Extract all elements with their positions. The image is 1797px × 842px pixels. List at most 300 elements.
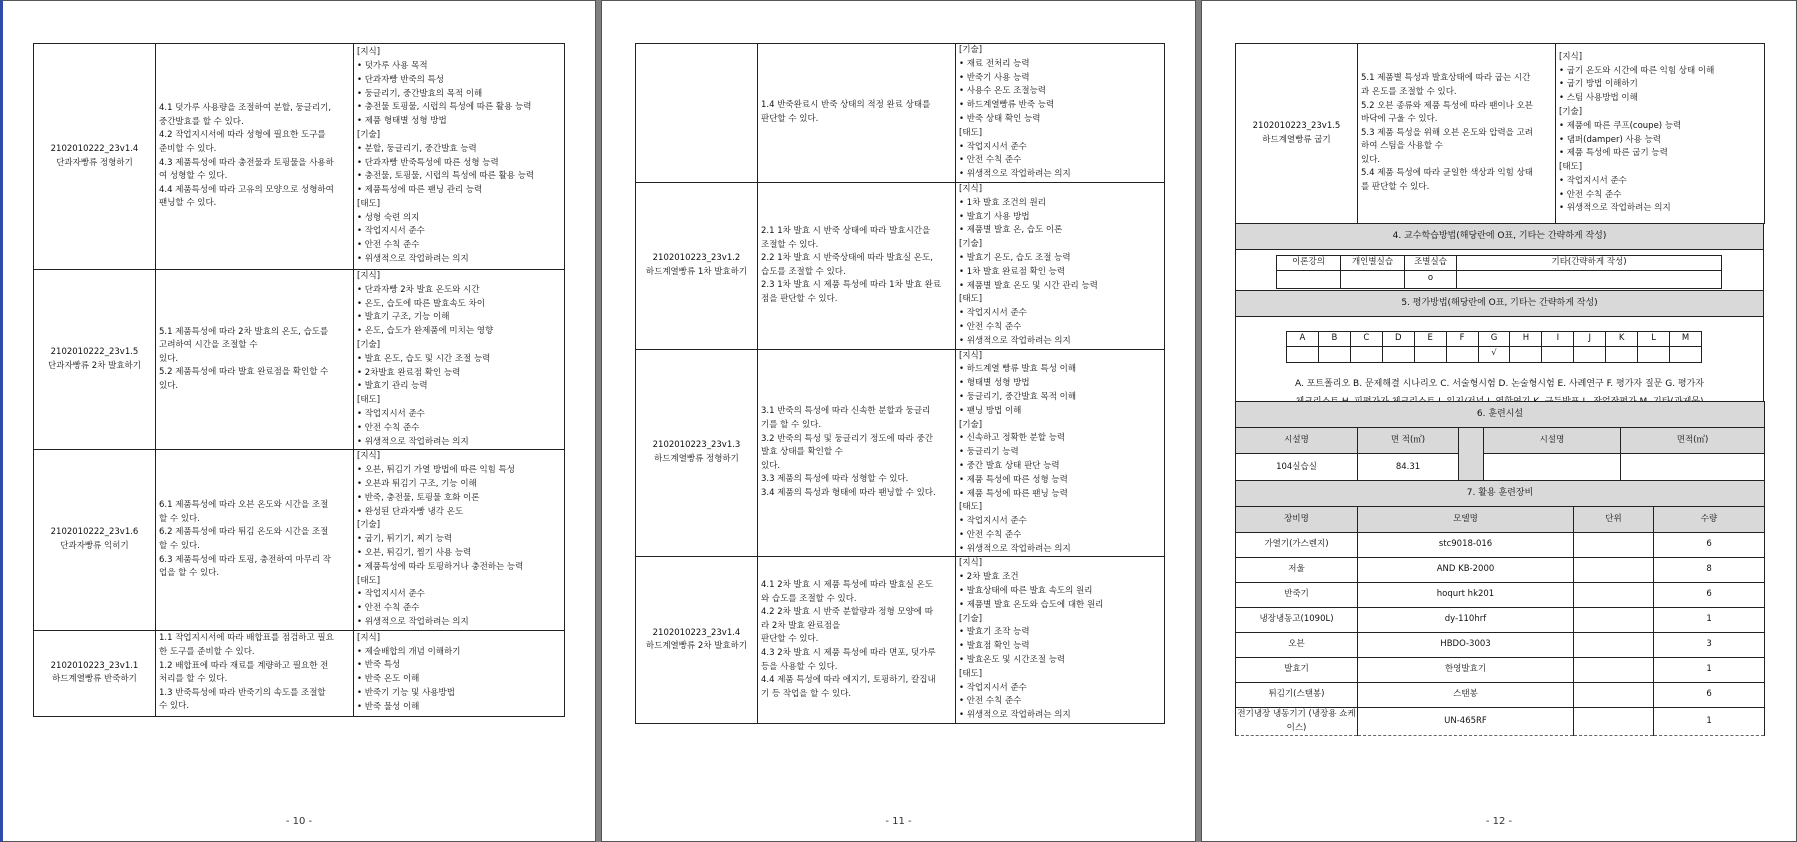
knowledge-line: • 안전 수칙 준수: [357, 422, 420, 433]
competency-row: [34, 450, 565, 630]
knowledge-line: • 작업지시서 준수: [357, 589, 425, 600]
evaluation-header: L: [1638, 332, 1670, 347]
knowledge-line: [기술]: [357, 520, 381, 531]
equipment-row: [1236, 633, 1765, 658]
knowledge-line: • 반죽, 충전물, 토핑물 호화 이론: [357, 492, 480, 503]
knowledge-line: • 발효기 구조, 기능 이해: [357, 312, 450, 323]
unit-text: 단과자빵류 정형하기: [56, 157, 133, 168]
facility-header: 면 적(㎡): [1358, 428, 1459, 454]
equipment-quantity: 1: [1654, 658, 1765, 683]
equipment-quantity: 1: [1654, 608, 1765, 633]
knowledge-line: • 안전 수칙 준수: [1559, 189, 1622, 200]
competency-row: [34, 630, 565, 716]
competency-row: [636, 557, 1165, 724]
teaching-header: 이론강의: [1277, 256, 1341, 271]
page-number: - 12 -: [1485, 816, 1513, 827]
knowledge-line: [지식]: [959, 558, 983, 569]
criteria-line: 있다.: [159, 381, 179, 392]
equipment-header: 수량: [1654, 507, 1765, 533]
criteria-line: 와 습도를 조절할 수 있다.: [761, 593, 857, 604]
knowledge-line: • 작업지시서 준수: [959, 682, 1027, 693]
facility-header: 시설명: [1484, 428, 1621, 454]
knowledge-line: • 하드계열빵류 반죽 능력: [959, 100, 1055, 111]
knowledge-line: • 제품 특성에 따른 성형 능력: [959, 474, 1068, 485]
facility-area: [1621, 454, 1765, 482]
equipment-header: 단위: [1574, 507, 1654, 533]
knowledge-line: • 발효기 관리 능력: [357, 381, 428, 392]
evaluation-value: [1318, 346, 1350, 362]
equipment-row: [1236, 583, 1765, 608]
knowledge-line: • 제품 특성에 따른 팬닝 능력: [959, 488, 1068, 499]
criteria-cell: [758, 44, 956, 183]
criteria-line: 3.4 제품의 특성과 형태에 따라 팬닝할 수 있다.: [761, 487, 936, 498]
knowledge-line: • 발효 온도, 습도 및 시간 조절 능력: [357, 353, 491, 364]
knowledge-line: • 작업지시서 준수: [357, 226, 425, 237]
knowledge-line: [태도]: [1559, 162, 1583, 173]
equipment-row: [1236, 608, 1765, 633]
facility-header: 면적(㎡): [1621, 428, 1765, 454]
criteria-line: 6.3 제품특성에 따라 토핑, 충전하여 마무리 작: [159, 554, 332, 565]
evaluation-header: J: [1574, 332, 1606, 347]
knowledge-line: • 제품 특성에 따른 굽기 능력: [1559, 148, 1668, 159]
knowledge-line: [태도]: [357, 198, 381, 209]
teaching-header: 개인별실습: [1341, 256, 1405, 271]
evaluation-value: [1574, 346, 1606, 362]
knowledge-line: • 2차 발효 조건: [959, 572, 1019, 583]
knowledge-line: [태도]: [357, 575, 381, 586]
criteria-line: 한 도구를 준비할 수 있다.: [159, 647, 255, 658]
knowledge-cell: [956, 557, 1165, 724]
knowledge-line: • 안전 수칙 준수: [959, 696, 1022, 707]
criteria-line: 고려하여 시간을 조절할 수: [159, 340, 258, 351]
knowledge-line: [기술]: [959, 45, 983, 55]
knowledge-line: • 팬닝 방법 이해: [959, 405, 1022, 416]
knowledge-line: • 분할, 둥글리기, 중간발효 능력: [357, 143, 477, 154]
evaluation-header: A: [1287, 332, 1319, 347]
criteria-line: 를 판단할 수 있다.: [1361, 182, 1430, 193]
knowledge-line: [지식]: [959, 183, 983, 194]
knowledge-cell: [1556, 44, 1765, 224]
equipment-row: [1236, 658, 1765, 683]
criteria-cell: [156, 44, 354, 270]
knowledge-line: • 위생적으로 작업하려는 의지: [959, 169, 1071, 180]
equipment-quantity: 6: [1654, 533, 1765, 558]
criteria-line: 4.2 작업지시서에 따라 성형에 필요한 도구를: [159, 130, 326, 141]
knowledge-line: • 발효상태에 따른 발효 속도의 원리: [959, 586, 1093, 597]
knowledge-line: • 위생적으로 작업하려는 의지: [959, 335, 1071, 346]
unit-text: 하드계열빵류 2차 발효하기: [645, 641, 748, 652]
evaluation-header: H: [1510, 332, 1542, 347]
knowledge-line: [기술]: [357, 129, 381, 140]
knowledge-line: • 성형 숙련 의지: [357, 212, 420, 223]
page-number: - 10 -: [285, 816, 313, 827]
criteria-line: 있다.: [159, 353, 179, 364]
facility-area: 84.31: [1358, 454, 1459, 482]
equipment-unit: [1574, 558, 1654, 583]
competency-row: [34, 44, 565, 270]
knowledge-line: • 굽기, 튀기기, 찌기 능력: [357, 534, 453, 545]
knowledge-line: [기술]: [959, 419, 983, 430]
equipment-model: dy-110hrf: [1358, 608, 1574, 633]
knowledge-line: • 2차발효 완료점 확인 능력: [357, 367, 461, 378]
criteria-line: 라 2차 발효 완료점을: [761, 620, 841, 631]
equipment-header: 모델명: [1358, 507, 1574, 533]
facility-header: 시설명: [1236, 428, 1358, 454]
equipment-name: 전기냉장 냉동기기 (냉장용 쇼케이스): [1236, 708, 1358, 736]
knowledge-line: • 굽기 방법 이해하기: [1559, 79, 1638, 90]
criteria-line: 4.4 제품특성에 따라 고유의 모양으로 성형하여: [159, 184, 334, 195]
evaluation-value: [1446, 346, 1478, 362]
page-number: - 11 -: [885, 816, 912, 827]
knowledge-line: • 재료 전처리 능력: [959, 58, 1030, 69]
criteria-line: 3.1 반죽의 특성에 따라 신속한 분할과 둥글리: [761, 406, 931, 417]
knowledge-line: • 덧가루 사용 목적: [357, 60, 428, 71]
knowledge-line: • 제품 형태별 성형 방법: [357, 116, 447, 127]
page-11: [601, 0, 1196, 842]
knowledge-cell: [956, 44, 1165, 183]
criteria-line: 1.3 반죽특성에 따라 반죽기의 속도를 조절할: [159, 687, 326, 698]
criteria-line: 4.3 2차 발효 시 제품 특성에 따라 면포, 덧가루: [761, 648, 936, 659]
evaluation-value: [1510, 346, 1542, 362]
teaching-value: [1457, 270, 1722, 288]
unit-text: 하드계열빵류 굽기: [1262, 134, 1331, 145]
criteria-line: 중간발효를 할 수 있다.: [159, 116, 244, 127]
criteria-line: 4.3 제품특성에 따라 충전물과 토핑물을 사용하: [159, 157, 334, 168]
knowledge-line: • 제품특성에 따라 토핑하거나 충전하는 능력: [357, 561, 524, 572]
knowledge-line: • 제품에 따른 쿠프(coupe) 능력: [1559, 120, 1682, 131]
page-12: [1201, 0, 1797, 842]
knowledge-line: [태도]: [959, 668, 983, 679]
knowledge-line: • 오븐과 튀김기 구조, 기능 이해: [357, 478, 477, 489]
equipment-quantity: 1: [1654, 708, 1765, 736]
unit-text: 2102010222_23v1.6: [50, 527, 139, 538]
knowledge-line: • 둥글리기, 중간발효 목적 이해: [959, 391, 1077, 402]
knowledge-line: • 안전 수칙 준수: [959, 529, 1022, 540]
knowledge-line: • 둥글리기 능력: [959, 447, 1019, 458]
knowledge-line: • 작업지시서 준수: [1559, 175, 1627, 186]
equipment-unit: [1574, 533, 1654, 558]
criteria-line: 2.2 1차 발효 시 반죽상태에 따라 발효실 온도,: [761, 253, 933, 264]
criteria-cell: [758, 557, 956, 724]
knowledge-line: [태도]: [959, 502, 983, 513]
criteria-cell: [156, 450, 354, 630]
knowledge-line: [지식]: [357, 632, 381, 643]
knowledge-line: [지식]: [357, 451, 381, 462]
equipment-model: stc9018-016: [1358, 533, 1574, 558]
knowledge-cell: [956, 182, 1165, 349]
knowledge-line: • 위생적으로 작업하려는 의지: [1559, 203, 1671, 214]
unit-cell: [636, 44, 758, 183]
equipment-section: [1235, 480, 1765, 736]
criteria-line: 6.1 제품특성에 따라 오븐 온도와 시간을 조절: [159, 500, 329, 511]
equipment-row: [1236, 683, 1765, 708]
criteria-line: 있다.: [761, 460, 781, 471]
unit-text: 하드계열빵류 정형하기: [654, 454, 739, 464]
equipment-model: 한영발효기: [1358, 658, 1574, 683]
criteria-line: 6.2 제품특성에 따라 튀김 온도와 시간을 조절: [159, 527, 329, 538]
equipment-model: HBDO-3003: [1358, 633, 1574, 658]
knowledge-line: • 온도, 습도에 따른 발효속도 차이: [357, 298, 485, 309]
knowledge-line: [태도]: [959, 294, 983, 305]
knowledge-line: • 1차 발효 완료점 확인 능력: [959, 266, 1066, 277]
evaluation-value: [1350, 346, 1382, 362]
criteria-line: 습도를 조절할 수 있다.: [761, 266, 846, 277]
knowledge-line: • 위생적으로 작업하려는 의지: [959, 543, 1071, 554]
unit-text: 하드계열빵류 반죽하기: [52, 674, 137, 685]
knowledge-line: • 오븐, 튀김기 가열 방법에 따른 익힘 특성: [357, 465, 516, 476]
knowledge-line: • 안전 수칙 준수: [959, 155, 1022, 166]
knowledge-line: • 안전 수칙 준수: [357, 603, 420, 614]
page-10: [0, 0, 596, 842]
equipment-unit: [1574, 583, 1654, 608]
knowledge-line: [지식]: [357, 47, 381, 58]
knowledge-line: [기술]: [959, 613, 983, 624]
criteria-line: 등을 사용할 수 있다.: [761, 661, 838, 672]
evaluation-legend-line: A. 포트폴리오 B. 문제해결 시나리오 C. 서술형시험 D. 논술형시험 E. 사례연구 F. 평가자 질문 G. 평가자: [1294, 379, 1704, 389]
criteria-line: 4.1 덧가루 사용량을 조절하여 분할, 둥글리기,: [159, 103, 332, 114]
knowledge-line: • 반죽 온도 이해: [357, 674, 420, 685]
competency-row: [1236, 44, 1765, 224]
criteria-line: 점을 판단할 수 있다.: [761, 293, 838, 304]
criteria-line: 5.4 제품 특성에 따라 균일한 색상과 익힘 상태: [1361, 168, 1534, 179]
knowledge-line: • 위생적으로 작업하려는 의지: [357, 616, 469, 627]
teaching-header: 기타(간략하게 작성): [1457, 256, 1722, 271]
criteria-line: 2.1 1차 발효 시 반죽 상태에 따라 발효시간을: [761, 225, 931, 236]
equipment-quantity: 6: [1654, 683, 1765, 708]
knowledge-line: • 단과자빵 반죽특성에 따른 성형 능력: [357, 157, 499, 168]
knowledge-line: • 발효기 온도, 습도 조절 능력: [959, 252, 1071, 263]
knowledge-line: • 반죽 특성: [357, 660, 401, 671]
knowledge-line: • 중간 발효 상태 판단 능력: [959, 460, 1060, 471]
equipment-name: 저울: [1236, 558, 1358, 583]
unit-cell: [636, 349, 758, 557]
criteria-cell: [758, 182, 956, 349]
knowledge-line: • 작업지시서 준수: [959, 141, 1027, 152]
evaluation-header: C: [1350, 332, 1382, 347]
criteria-line: 1.2 배합표에 따라 재료를 계량하고 필요한 전: [159, 660, 329, 671]
knowledge-line: [지식]: [357, 271, 381, 281]
teaching-header: 조별실습: [1405, 256, 1457, 271]
knowledge-line: • 단과자빵 2차 발효 온도와 시간: [357, 284, 480, 295]
criteria-line: 4.4 제품 특성에 따라 에지기, 토핑하기, 칼집내: [761, 675, 936, 686]
knowledge-line: [기술]: [357, 339, 381, 350]
criteria-line: 준비할 수 있다.: [159, 143, 217, 154]
criteria-line: 5.3 제품 특성을 위해 오븐 온도와 압력을 고려: [1361, 127, 1534, 138]
criteria-line: 5.2 제품특성에 따라 발효 완료점을 확인할 수: [159, 367, 329, 378]
criteria-line: 수 있다.: [159, 701, 190, 712]
teaching-value: [1277, 270, 1341, 288]
evaluation-header: E: [1414, 332, 1446, 347]
unit-cell: [636, 557, 758, 724]
knowledge-line: • 1차 발효 조건의 원리: [959, 197, 1046, 208]
unit-text: 2102010222_23v1.4: [50, 143, 139, 154]
knowledge-line: • 댐퍼(damper) 사용 능력: [1559, 134, 1662, 145]
criteria-line: 업을 할 수 있다.: [159, 568, 220, 579]
unit-text: 2102010223_23v1.5: [1252, 120, 1341, 131]
criteria-line: 판단할 수 있다.: [761, 634, 819, 645]
equipment-name: 냉장냉동고(1090L): [1236, 608, 1358, 633]
evaluation-value: [1606, 346, 1638, 362]
knowledge-line: • 굽기 온도와 시간에 따른 익힘 상태 이해: [1559, 65, 1715, 76]
knowledge-line: • 온도, 습도가 완제품에 미치는 영향: [357, 326, 494, 337]
criteria-line: 4.1 2차 발효 시 제품 특성에 따라 발효실 온도: [761, 580, 933, 591]
evaluation-header: M: [1670, 332, 1702, 347]
evaluation-value: [1670, 346, 1702, 362]
facility-name: [1484, 454, 1621, 482]
unit-cell: [1236, 44, 1358, 224]
unit-text: 2102010223_23v1.3: [652, 440, 741, 451]
knowledge-line: • 충전물, 토핑물, 시럽의 특성에 따른 활용 능력: [357, 171, 535, 182]
knowledge-line: • 발효온도 및 시간조절 능력: [959, 655, 1066, 666]
knowledge-line: • 반죽기 기능 및 사용방법: [357, 688, 455, 699]
knowledge-line: • 반죽 물성 이해: [357, 701, 420, 712]
criteria-line: 판단할 수 있다.: [761, 113, 819, 124]
competency-table: [33, 43, 565, 717]
evaluation-header: I: [1542, 332, 1574, 347]
equipment-name: 튀김기(스탠봉): [1236, 683, 1358, 708]
equipment-name: 발효기: [1236, 658, 1358, 683]
criteria-line: 5.2 오븐 종류와 제품 특성에 따라 팬이나 오븐: [1361, 100, 1534, 111]
knowledge-line: [태도]: [357, 395, 381, 406]
knowledge-line: • 반죽기 사용 능력: [959, 72, 1030, 83]
criteria-line: 처리를 할 수 있다.: [159, 674, 228, 685]
teaching-value: [1341, 270, 1405, 288]
knowledge-line: • 발효기 사용 방법: [959, 211, 1030, 222]
unit-text: 단과자빵류 익히기: [60, 541, 129, 552]
knowledge-line: • 안전 수칙 준수: [959, 321, 1022, 332]
criteria-line: 1.1 작업지시서에 따라 배합표를 점검하고 필요: [159, 633, 334, 644]
unit-text: 2102010222_23v1.5: [50, 347, 139, 358]
knowledge-line: • 충전물 토핑물, 시럽의 특성에 따른 활용 능력: [357, 102, 532, 113]
knowledge-line: [기술]: [959, 239, 983, 250]
knowledge-line: • 형태별 성형 방법: [959, 378, 1030, 389]
criteria-line: 과 온도를 조절할 수 있다.: [1361, 86, 1457, 97]
criteria-line: 3.3 제품의 특성에 따라 성형할 수 있다.: [761, 474, 909, 485]
equipment-unit: [1574, 658, 1654, 683]
equipment-unit: [1574, 683, 1654, 708]
evaluation-header: F: [1446, 332, 1478, 347]
evaluation-value: [1638, 346, 1670, 362]
knowledge-line: • 위생적으로 작업하려는 의지: [959, 710, 1071, 721]
criteria-line: 팬닝할 수 있다.: [159, 198, 217, 209]
criteria-line: 5.1 제품특성에 따라 2차 발효의 온도, 습도를: [159, 326, 329, 337]
criteria-line: 1.4 반죽완료시 반죽 상태의 적정 완료 상태를: [761, 100, 931, 111]
knowledge-line: • 작업지시서 준수: [959, 308, 1027, 319]
equipment-unit: [1574, 608, 1654, 633]
criteria-cell: [758, 349, 956, 557]
knowledge-line: • 반죽 상태 확인 능력: [959, 113, 1041, 124]
knowledge-line: • 오븐, 튀김기, 찜기 사용 능력: [357, 547, 472, 558]
equipment-row: [1236, 533, 1765, 558]
unit-text: 2102010223_23v1.2: [652, 253, 741, 264]
criteria-line: 2.3 1차 발효 시 제품 특성에 따라 1차 발효 완료: [761, 280, 942, 291]
knowledge-line: • 작업지시서 준수: [959, 516, 1027, 527]
equipment-model: 스탠봉: [1358, 683, 1574, 708]
knowledge-line: [태도]: [959, 127, 983, 138]
knowledge-line: • 하드계열 빵류 발효 특성 이해: [959, 364, 1077, 375]
equipment-model: AND KB-2000: [1358, 558, 1574, 583]
facility-name: 104실습실: [1236, 454, 1358, 482]
equipment-model: UN-465RF: [1358, 708, 1574, 736]
knowledge-line: • 위생적으로 작업하려는 의지: [357, 436, 469, 447]
evaluation-value: [1542, 346, 1574, 362]
criteria-line: 있다.: [1361, 154, 1381, 165]
equipment-name: 오븐: [1236, 633, 1358, 658]
equipment-model: hoqurt hk201: [1358, 583, 1574, 608]
facility-spacer: [1459, 428, 1484, 482]
criteria-line: 여 성형할 수 있다.: [159, 171, 228, 182]
criteria-line: 기 등 작업을 할 수 있다.: [761, 688, 852, 699]
unit-text: 단과자빵류 2차 발효하기: [48, 360, 141, 371]
evaluation-header: K: [1606, 332, 1638, 347]
knowledge-line: • 단과자빵 반죽의 특성: [357, 74, 445, 85]
equipment-title: 7. 활용 훈련장비: [1236, 481, 1765, 507]
equipment-row: [1236, 558, 1765, 583]
knowledge-line: • 제품별 발효 온도와 습도에 대한 원리: [959, 599, 1104, 610]
knowledge-line: • 신속하고 정확한 분할 능력: [959, 433, 1066, 444]
unit-cell: [34, 450, 156, 630]
facilities-title: 6. 훈련시설: [1236, 402, 1765, 428]
knowledge-line: • 스팀 사용방법 이해: [1559, 93, 1638, 104]
equipment-unit: [1574, 708, 1654, 736]
knowledge-line: • 발효점 확인 능력: [959, 641, 1030, 652]
evaluation-header: B: [1318, 332, 1350, 347]
equipment-name: 반죽기: [1236, 583, 1358, 608]
knowledge-line: • 사용수 온도 조절능력: [959, 86, 1047, 97]
equipment-row: [1236, 708, 1765, 736]
unit-text: 2102010223_23v1.1: [50, 660, 139, 671]
evaluation-title: 5. 평가방법(해당란에 O표, 기타는 간략하게 작성): [1236, 291, 1764, 317]
unit-cell: [636, 182, 758, 349]
unit-text: 2102010223_23v1.4: [652, 627, 741, 638]
criteria-line: 4.2 2차 발효 시 반죽 분할량과 정형 모양에 따: [761, 607, 933, 618]
criteria-line: 할 수 있다.: [159, 513, 200, 524]
evaluation-value: [1382, 346, 1414, 362]
competency-row: [636, 182, 1165, 349]
evaluation-header: D: [1382, 332, 1414, 347]
knowledge-line: • 제슬배합의 개념 이해하기: [357, 646, 461, 657]
knowledge-line: • 둥글리기, 중간발효의 목적 이해: [357, 88, 483, 99]
knowledge-line: [기술]: [1559, 106, 1583, 117]
criteria-line: 발효 상태를 확인할 수: [761, 447, 844, 458]
equipment-quantity: 8: [1654, 558, 1765, 583]
competency-row: [636, 349, 1165, 557]
evaluation-value: [1414, 346, 1446, 362]
equipment-quantity: 3: [1654, 633, 1765, 658]
knowledge-line: • 작업지시서 준수: [357, 408, 425, 419]
criteria-line: 조절할 수 있다.: [761, 239, 819, 250]
competency-table: [635, 43, 1165, 724]
criteria-line: 하여 스팀을 사용할 수: [1361, 141, 1444, 152]
knowledge-line: • 위생적으로 작업하려는 의지: [357, 254, 469, 265]
criteria-cell: [1358, 44, 1556, 224]
unit-cell: [34, 270, 156, 450]
criteria-cell: [156, 630, 354, 716]
knowledge-cell: [354, 450, 565, 630]
criteria-line: 3.2 반죽의 특성 및 둥글리기 정도에 따라 중간: [761, 433, 934, 444]
knowledge-line: • 발효기 조작 능력: [959, 627, 1030, 638]
knowledge-cell: [354, 44, 565, 270]
competency-table: [1235, 43, 1765, 224]
facilities-section: [1235, 401, 1765, 482]
competency-row: [34, 270, 565, 450]
evaluation-value: [1287, 346, 1319, 362]
criteria-line: 5.1 제품별 특성과 발효상태에 따라 굽는 시간: [1361, 73, 1531, 84]
competency-row: [636, 44, 1165, 183]
equipment-unit: [1574, 633, 1654, 658]
unit-cell: [34, 44, 156, 270]
unit-cell: [34, 630, 156, 716]
